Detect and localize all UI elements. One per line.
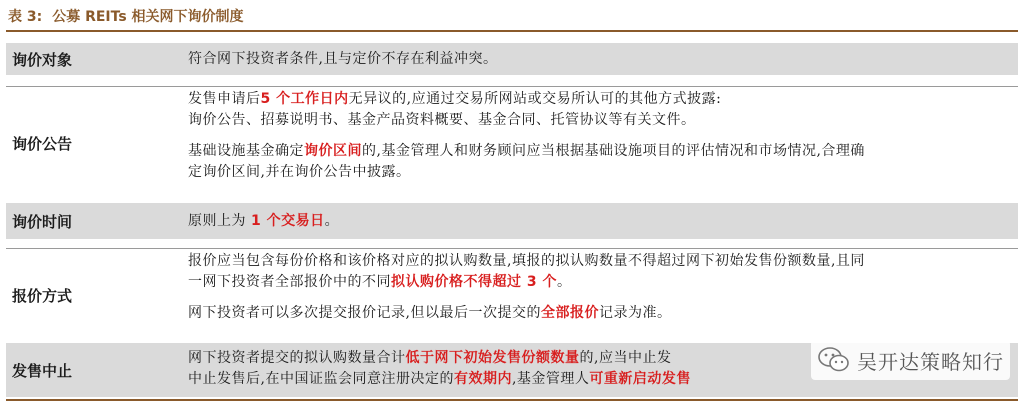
title-rule (6, 30, 1018, 32)
highlight-text: 5 个工作日内 (260, 91, 349, 107)
row-inquiry-announcement (6, 86, 1018, 199)
text-segment: 询价公告、招募说明书、基金产品资料概要、基金合同、托管协议等有关文件。 (188, 112, 696, 128)
highlight-text: 有效期内 (453, 371, 512, 387)
text-segment: 的,基金管理人和财务顾问应当根据基础设施项目的评估情况和市场情况,合理确 (362, 143, 865, 159)
row-label: 询价对象 (12, 50, 73, 69)
text-segment: 基础设施基金确定 (188, 143, 304, 159)
watermark (811, 340, 1010, 380)
text-line (188, 251, 1008, 272)
row-body (188, 89, 1008, 199)
text-line (188, 272, 1008, 293)
highlight-text: 低于网下初始发售份额数量 (405, 350, 580, 366)
row-text (188, 89, 1008, 183)
text-segment: 网下投资者可以多次提交报价记录,但以最后一次提交的 (188, 305, 541, 321)
table-number: 表 3: (8, 9, 43, 25)
text-segment: 符合网下投资者条件,且与定价不存在利益冲突。 (188, 50, 498, 67)
wechat-icon (817, 346, 851, 374)
watermark-text: 吴开达策略知行 (857, 349, 1004, 374)
text-segment: 原则上为 (188, 212, 251, 229)
text-line (188, 211, 339, 232)
row-label: 询价时间 (12, 212, 73, 231)
text-segment: 一网下投资者全部报价中的不同 (188, 274, 391, 290)
bottom-rule (6, 399, 1018, 401)
row-label: 询价公告 (12, 134, 73, 153)
highlight-text: 全部报价 (540, 305, 599, 321)
row-body (188, 251, 1008, 341)
text-segment: 定询价区间,并在询价公告中披露。 (188, 164, 411, 180)
text-line (188, 49, 497, 70)
paragraph-gap (188, 293, 1008, 303)
text-segment: 报价应当包含每份价格和该价格对应的拟认购数量,填报的拟认购数量不得超过网下初始发售份额数量,且同 (188, 253, 865, 269)
row-text (188, 251, 1008, 324)
row-text (188, 49, 497, 70)
row-quote-method (6, 248, 1018, 341)
text-segment: 网下投资者提交的拟认购数量合计 (188, 350, 406, 366)
text-segment: 发售申请后 (188, 91, 261, 107)
row-body (188, 43, 1008, 75)
text-line (188, 141, 1008, 162)
table-title (8, 6, 244, 28)
highlight-text: 1 个交易日 (250, 212, 325, 229)
row-inquiry-time (6, 203, 1018, 239)
row-body (188, 203, 1008, 239)
text-line (188, 162, 1008, 183)
row-label: 发售中止 (12, 361, 73, 380)
text-segment: ,基金管理人 (511, 371, 590, 387)
text-segment: 的,应当中止发 (579, 350, 672, 366)
row-text (188, 211, 339, 232)
text-line (188, 110, 1008, 131)
table-title-text: 公募 REITs 相关网下询价制度 (52, 9, 244, 25)
text-segment: 记录为准。 (598, 305, 672, 321)
highlight-text: 可重新启动发售 (589, 371, 691, 387)
highlight-text: 询价区间 (304, 143, 362, 159)
text-segment: 中止发售后,在中国证监会同意注册决定的 (188, 371, 454, 387)
highlight-text: 拟认购价格不得超过 3 个 (391, 274, 557, 290)
paragraph-gap (188, 131, 1008, 141)
text-line (188, 303, 1008, 324)
row-inquiry-target (6, 43, 1018, 75)
text-segment: 。 (557, 274, 572, 290)
text-segment: 无异议的,应通过交易所网站或交易所认可的其他方式披露: (348, 91, 722, 107)
text-segment: 。 (324, 212, 340, 229)
text-line (188, 89, 1008, 110)
row-label: 报价方式 (12, 286, 73, 305)
